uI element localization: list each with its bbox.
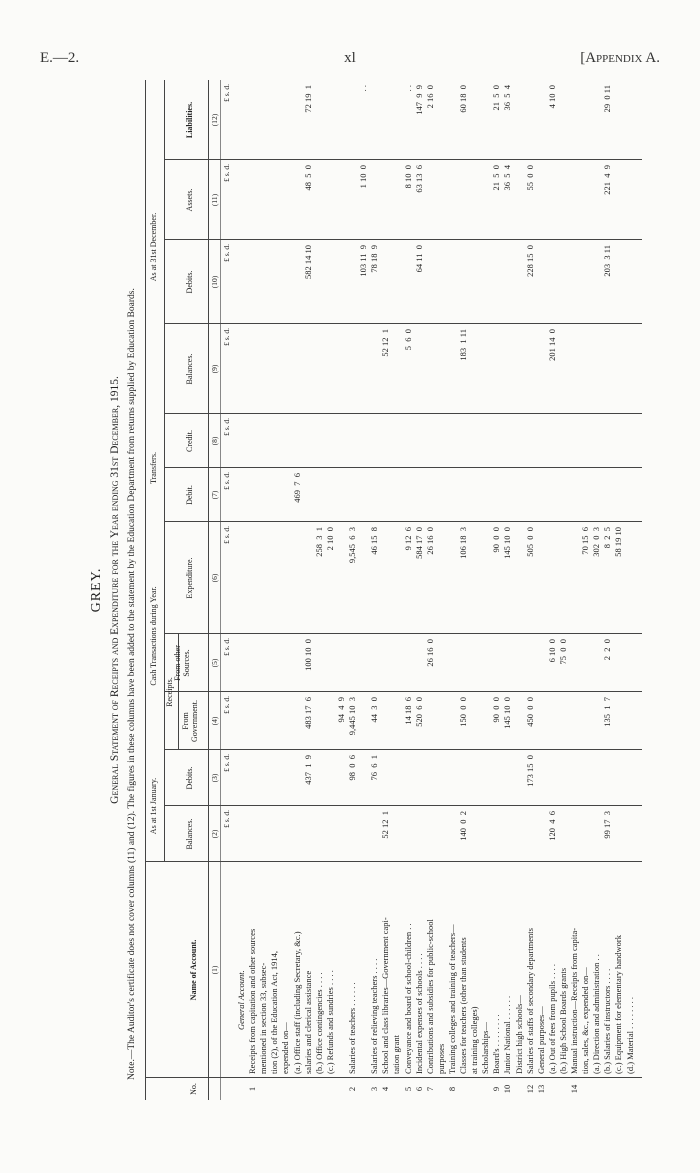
amount-cell: 150 0 0 [458,697,468,727]
column-number: (3) [210,773,219,783]
col-header-from-other: From other Sources. [173,645,191,681]
amount-cell: 46 15 8 [369,527,380,555]
col-rule-10 [164,323,642,324]
row-number: 1 [247,1086,258,1092]
col-rule-2 [145,861,642,862]
amount-cell: 483 17 6 [302,697,313,729]
col-rule-8 [164,467,642,468]
col-header-debits: Debits. [185,766,194,790]
amount-cell: 48 5 0 [302,165,313,191]
col-header-name: Name of Account. [189,939,198,1001]
row-number: 5 [402,1086,413,1092]
amount-cell: 36 5 4 [502,85,513,111]
amount-cell: 140 0 2 [458,811,468,841]
amount-cell: 437 1 9 [302,755,313,785]
column-number: (1) [210,965,219,975]
amount-cell: 582 14 10 [302,245,313,279]
amount-cell: 75 0 0 [557,639,568,665]
account-name: expended on— [280,1022,291,1074]
amount-cell: 173 15 0 [524,755,535,787]
amount-cell: 520 6 0 [413,697,424,727]
amount-cell: 55 0 0 [524,165,535,191]
account-name: (a.) Office staff (including Secretary, &c.) [291,931,302,1074]
amount-cell: 120 4 6 [546,811,557,841]
amount-cell: 469 7 6 [291,473,302,503]
account-name: General Account. [236,970,246,1030]
amount-cell: 29 0 11 [602,85,613,113]
rule-dec-group [164,80,165,414]
amount-cell: 100 10 0 [302,639,313,671]
account-name: Scholarships— [480,1022,491,1074]
amount-cell: 63 13 6 [413,165,424,193]
amount-cell: 201 14 0 [546,329,557,361]
col-header-balances-dec: Balances. [185,353,194,385]
amount-cell: 1 10 0 [358,165,369,189]
account-name: (d.) Material . . . . . . . . [624,997,635,1074]
account-name: (b.) Salaries of instructors . . . . [602,968,613,1074]
group-header-jan: As at 1st January. [149,777,158,835]
amount-cell: . . [402,85,413,92]
account-name: General purposes— [535,1006,546,1074]
column-number: (9) [210,364,219,374]
amount-cell: 228 15 0 [524,245,535,277]
amount-cell: 584 17 0 [413,527,424,559]
row-number: 9 [491,1086,502,1092]
amount-cell: 76 6 1 [369,755,380,781]
account-name: tion, sales, &c., expended on— [580,967,591,1074]
account-name: Training colleges and training of teachers— [446,924,457,1074]
group-header-dec: As at 31st December. [149,212,158,282]
account-name: Manual instruction—Receipts from capita- [569,927,579,1074]
currency-unit: £ s. d. [222,164,231,182]
currency-unit: £ s. d. [222,638,231,656]
rule-jan-group [164,750,165,862]
group-header-cash: Cash Transactions during Year. [149,586,158,686]
col-rule-3 [164,805,642,806]
account-name: Salaries of teachers . . . . . . [347,982,357,1074]
currency-unit: £ s. d. [222,84,231,102]
row-number: 6 [413,1086,424,1092]
currency-unit: £ s. d. [222,418,231,436]
amount-cell: 44 3 0 [369,697,380,723]
col-rule-1 [145,1077,642,1078]
account-name: Salaries of relieving teachers . . . . [369,958,380,1074]
column-number: (5) [210,658,219,668]
account-name: District high schools— [513,995,524,1074]
rotated-statement [90,80,650,1100]
currency-unit: £ s. d. [222,696,231,714]
group-header-receipts: Receipts. [165,677,174,707]
currency-unit: £ s. d. [222,472,231,490]
amount-cell: 9,545 6 3 [347,527,357,564]
currency-unit: £ s. d. [222,244,231,262]
col-header-no: No. [189,1083,198,1095]
amount-cell: 147 9 9 [413,85,424,115]
column-number: (11) [210,193,219,207]
column-number: (6) [210,573,219,583]
col-header-expenditure: Expenditure. [185,557,194,599]
amount-cell: 21 5 0 [491,165,502,191]
col-header-balances: Balances. [185,818,194,850]
amount-cell: 183 1 11 [458,329,468,361]
col-header-assets: Assets. [185,188,194,212]
amount-cell: 135 1 7 [602,697,613,727]
account-name: Contributions and subsidies for public-school [424,919,435,1074]
account-name: Junior National . . . . . . [502,995,513,1074]
amount-cell: 52 12 1 [380,329,391,357]
row-number: 13 [535,1084,546,1094]
amount-cell: . . [358,85,369,92]
page-ref-right: [Appendix A. [580,50,660,66]
amount-cell: 145 10 0 [502,697,513,729]
row-number: 14 [569,1084,579,1094]
amount-cell: 450 0 0 [524,697,535,727]
rule-cash-group [164,522,165,750]
amount-cell: 2 2 0 [602,639,613,661]
amount-cell: 302 0 3 [591,527,602,557]
account-name: Incidental expenses of schools . . . . [413,953,424,1074]
currency-unit: £ s. d. [222,526,231,544]
amount-cell: 60 18 0 [458,85,468,113]
account-name: tion (2), of the Education Act, 1914, [269,951,280,1074]
amount-cell: 2 16 0 [424,85,435,109]
col-header-debits-dec: Debits. [185,270,194,294]
amount-cell: 2 10 0 [324,527,335,551]
amount-cell: 90 0 0 [491,697,502,723]
amount-cell: 26 16 0 [424,639,435,667]
account-name: Classes for teachers (other than students [458,937,468,1074]
amount-cell: 21 5 0 [491,85,502,111]
amount-cell: 58 19 10 [613,527,624,557]
amount-cell: 258 3 1 [313,527,324,557]
rule-header-bottom [208,80,209,1100]
column-number: (4) [210,716,219,726]
amount-cell: 72 19 1 [302,85,313,113]
account-name: (a.) Out of fees from pupils . . . . [546,963,557,1074]
account-name: (b.) Office contingencies . . . . [313,972,324,1074]
amount-cell: 8 2 5 [602,527,613,549]
amount-cell: 9 12 6 [402,527,413,551]
account-name: (c.) Equipment for elementary handwork [613,934,624,1074]
amount-cell: 70 15 6 [580,527,591,555]
account-name: at training colleges) [469,1006,480,1074]
col-rule-5 [164,691,642,692]
account-name: salaries and clerical assistance [302,970,313,1074]
row-number: 7 [424,1086,435,1092]
amount-cell: 8 10 0 [402,165,413,189]
row-number: 8 [446,1086,457,1092]
account-name: (c.) Refunds and sundries . . . . [324,970,335,1074]
currency-unit: £ s. d. [222,328,231,346]
amount-cell: 4 10 0 [546,85,557,109]
region-title: GREY. [89,567,104,613]
amount-cell: 14 18 6 [402,697,413,725]
amount-cell: 64 11 0 [413,245,424,273]
account-name: Conveyance and board of school-children . . [402,923,413,1074]
currency-unit: £ s. d. [222,754,231,772]
column-number: (7) [210,490,219,500]
col-header-liabilities: Liabilities. [185,101,194,139]
amount-cell: 52 12 1 [380,811,391,839]
page-ref-left: E.—2. [40,50,80,66]
amount-cell: 505 0 0 [524,527,535,557]
amount-cell: 145 10 0 [502,527,513,559]
row-number: 12 [524,1084,535,1094]
amount-cell: 78 18 9 [369,245,380,273]
amount-cell: 98 0 6 [347,755,357,781]
currency-unit: £ s. d. [222,810,231,828]
col-rule-7 [164,521,642,522]
account-name: (b.) High School Boards grants [557,967,568,1074]
row-number: 4 [380,1086,391,1092]
row-number: 2 [347,1086,357,1092]
amount-cell: 94 4 9 [335,697,346,723]
amount-cell: 9,445 10 3 [347,697,357,736]
row-number: 3 [369,1086,380,1092]
amount-cell: 36 5 4 [502,165,513,191]
account-name: purposes [435,1043,446,1074]
account-name: Salaries of staffs of secondary departments [524,928,535,1074]
account-name: School and class libraries—Government capi- [380,917,391,1074]
column-number: (10) [210,275,219,289]
col-header-from-government: From Government. [181,700,199,742]
group-header-transfers: Transfers. [149,452,158,484]
statement-title: General Statement of Receipts and Expenditure for the Year ending 31st December, 1915. [109,376,121,804]
amount-cell: 103 11 9 [358,245,369,277]
page-number: xl [344,50,356,66]
account-name: Receipts from capitation and other sources [247,928,258,1074]
row-number: 10 [502,1084,513,1094]
rule-transfers-group [164,414,165,522]
column-number: (8) [210,436,219,446]
col-header-debit: Debit. [185,485,194,505]
column-number: (12) [210,113,219,127]
amount-cell: 26 16 0 [424,527,435,555]
account-name: mentioned in section 33, subsec- [258,962,269,1074]
amount-cell: 6 10 0 [546,639,557,663]
amount-cell: 90 0 0 [491,527,502,553]
amount-cell: 5 6 0 [402,329,413,351]
account-name: Board's . . . . . . . . [491,1014,502,1074]
amount-cell: 99 17 3 [602,811,613,839]
amount-cell: 221 4 9 [602,165,613,195]
amount-cell: 203 3 11 [602,245,613,277]
amount-cell: 106 18 3 [458,527,468,559]
account-name: (a.) Direction and administration . . [591,954,602,1074]
account-name: tation grant [391,1035,402,1074]
rule-top [145,80,146,1100]
rule-colnums [220,80,221,1100]
column-number: (2) [210,829,219,839]
col-header-credit: Credit. [185,430,194,452]
auditor-note: Note.—The Auditor's certificate does not cover columns (11) and (12). The figures in these columns have been added to the statement by the Education Department from returns supplied by Education Boards. [127,288,137,1080]
